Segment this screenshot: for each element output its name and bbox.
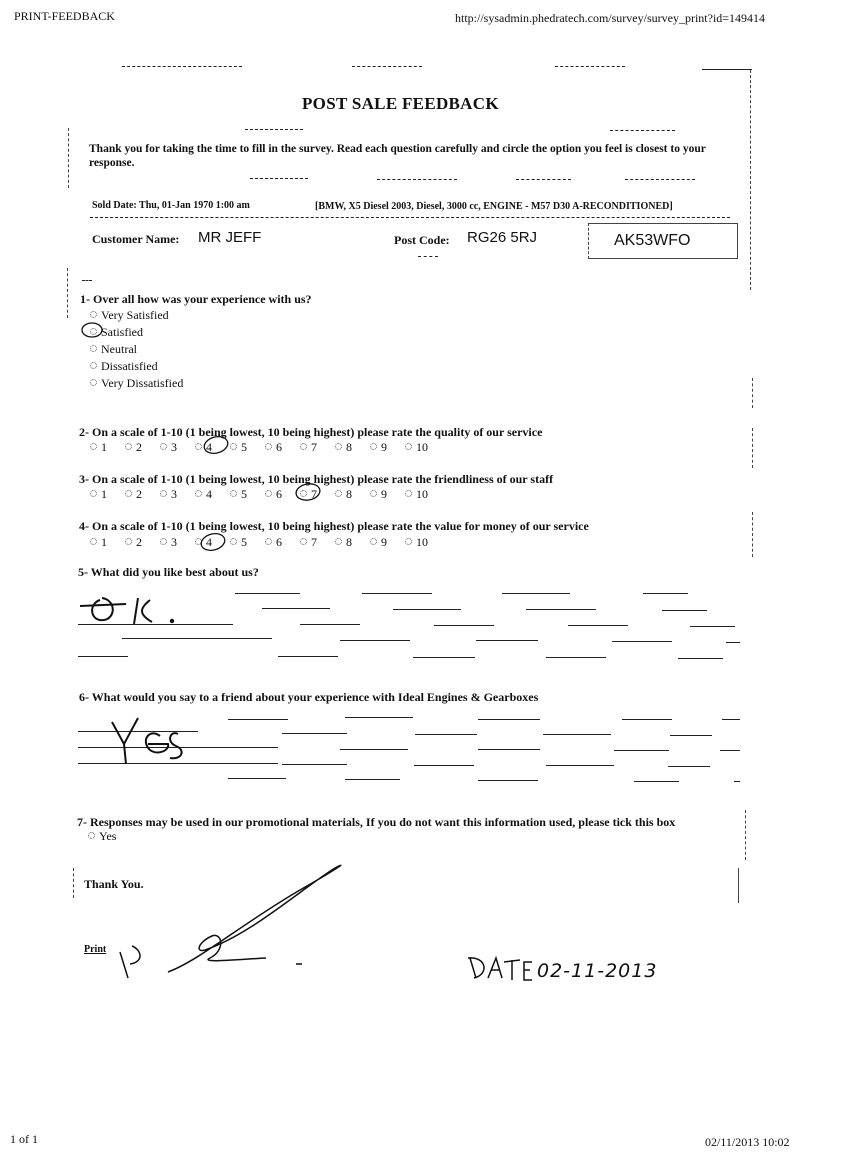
question-4: 4- On a scale of 1-10 (1 being lowest, 10 being highest) please rate the value for money of our service <box>79 519 589 533</box>
customer-name-value: MR JEFF <box>198 229 262 246</box>
circle-mark <box>202 434 229 456</box>
page-title: POST SALE FEEDBACK <box>302 94 499 113</box>
postcode-value: RG26 5RJ <box>467 229 538 246</box>
print-timestamp: 02/11/2013 10:02 <box>705 1135 790 1149</box>
handwritten-date-value: 02-11-2013 <box>537 960 658 982</box>
question-2: 2- On a scale of 1-10 (1 being lowest, 10 being highest) please rate the quality of our service <box>79 425 543 439</box>
registration-value: AK53WFO <box>614 232 691 249</box>
circle-mark <box>199 531 226 553</box>
circle-mark <box>295 482 321 502</box>
postcode-label: Post Code: <box>394 233 450 247</box>
handwritten-yes <box>112 718 182 764</box>
q2-scale[interactable]: 1 2 3 4 5 6 7 8 9 10 <box>90 440 446 455</box>
page-url: http://sysadmin.phedratech.com/survey/survey_print?id=149414 <box>455 11 766 25</box>
page-count: 1 of 1 <box>10 1132 38 1146</box>
sold-date: Sold Date: Thu, 01-Jan 1970 1:00 am <box>92 200 250 211</box>
q7-option-yes[interactable]: Yes <box>88 829 116 844</box>
q4-scale[interactable]: 1 2 3 4 5 6 7 8 9 10 <box>90 535 446 550</box>
intro-text: Thank you for taking the time to fill in the survey. Read each question carefully and circle the option you feel is closest to your response. <box>89 143 706 169</box>
print-title: PRINT-FEEDBACK <box>14 9 115 23</box>
q1-option-dissatisfied[interactable]: Dissatisfied <box>90 359 158 374</box>
thank-you-text: Thank You. <box>84 877 144 891</box>
question-5: 5- What did you like best about us? <box>78 565 259 579</box>
handwritten-ok <box>80 598 173 624</box>
q1-option-satisfied[interactable]: Satisfied <box>90 325 143 340</box>
question-7: 7- Responses may be used in our promotional materials, If you do not want this information used, please tick this box <box>77 815 676 829</box>
q1-option-very-dissatisfied[interactable]: Very Dissatisfied <box>90 376 183 391</box>
q1-option-very-satisfied[interactable]: Very Satisfied <box>90 308 169 323</box>
question-3: 3- On a scale of 1-10 (1 being lowest, 10 being highest) please rate the friendliness of our staff <box>79 472 554 486</box>
circle-mark <box>82 323 102 337</box>
vehicle-info: [BMW, X5 Diesel 2003, Diesel, 3000 cc, ENGINE - M57 D30 A-RECONDITIONED] <box>315 201 673 212</box>
print-label: Print <box>84 944 107 955</box>
customer-name-label: Customer Name: <box>92 232 180 246</box>
signature <box>120 865 341 978</box>
q1-option-neutral[interactable]: Neutral <box>90 342 137 357</box>
question-1: 1- Over all how was your experience with us? <box>80 292 312 306</box>
question-6: 6- What would you say to a friend about your experience with Ideal Engines & Gearboxes <box>79 690 539 704</box>
q3-scale[interactable]: 1 2 3 4 5 6 7 8 9 10 <box>90 487 446 502</box>
